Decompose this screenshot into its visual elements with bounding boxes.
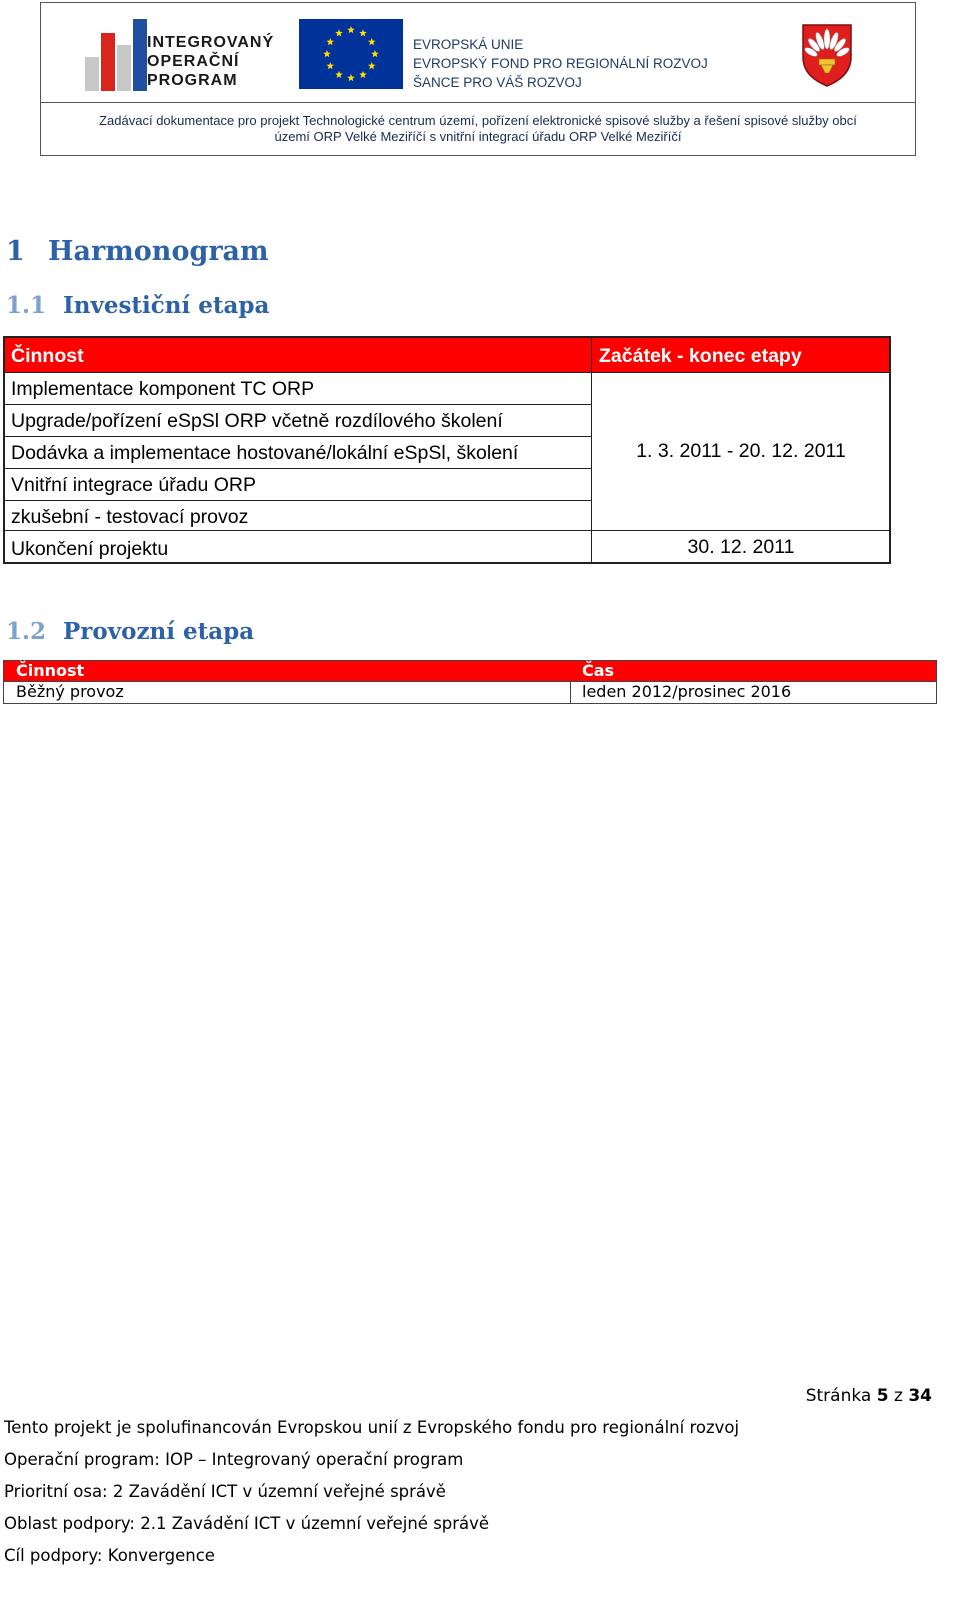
eu-star-icon [326, 38, 334, 45]
heading-harmonogram [6, 236, 269, 267]
investment-stage-table [3, 336, 891, 564]
column-header-zacatek-konec: Začátek - konec etapy [599, 345, 802, 367]
header-caption-line-1: Zadávací dokumentace pro projekt Technologické centrum území, pořízení elektronické spisové služby a řešení spisové služby obcí [99, 113, 857, 128]
eu-star-icon [335, 71, 343, 78]
column-header-cas: Čas [582, 661, 615, 680]
section-number: 1.2 [6, 618, 47, 645]
table-row-label: Běžný provoz [16, 682, 124, 701]
eu-star-icon [335, 29, 343, 36]
eu-star-icon [347, 26, 355, 33]
heading-number: 1 [6, 236, 25, 267]
footer-line: Tento projekt je spolufinancován Evropskou unií z Evropského fondu pro regionální rozvoj [4, 1418, 740, 1437]
end-date-value: 30. 12. 2011 [687, 536, 795, 558]
footer-line: Operační program: IOP – Integrovaný operační program [4, 1450, 464, 1469]
coat-of-arms-icon [801, 23, 853, 87]
heading-investicni-etapa [6, 292, 269, 319]
table-row: Upgrade/pořízení eSpSl ORP včetně rozdílového školení [11, 410, 503, 432]
table-header-row [4, 661, 936, 682]
page-header [40, 2, 916, 156]
column-header-cinnost: Činnost [11, 345, 84, 367]
footer-line: Prioritní osa: 2 Zavádění ICT v územní veřejné správě [4, 1482, 446, 1501]
section-number: 1.1 [6, 292, 47, 319]
page-number: Stránka 5 z 34 [805, 1386, 932, 1406]
eu-flag-icon [299, 19, 403, 89]
column-header-cinnost: Činnost [16, 661, 85, 680]
section-title: Provozní etapa [63, 618, 255, 645]
period-value: 1. 3. 2011 - 20. 12. 2011 [636, 440, 846, 462]
header-divider [41, 102, 915, 103]
header-logos [41, 3, 915, 102]
header-caption-line-2: území ORP Velké Meziříčí s vnitřní integrací úřadu ORP Velké Meziříčí [274, 128, 682, 144]
eu-star-icon [326, 62, 334, 69]
operating-stage-table [3, 660, 937, 704]
section-title: Investiční etapa [63, 292, 270, 319]
table-row: zkušební - testovací provoz [11, 506, 249, 528]
header-caption [41, 113, 915, 144]
footer-line: Oblast podpory: 2.1 Zavádění ICT v územní veřejné správě [4, 1514, 490, 1533]
heading-provozni-etapa [6, 618, 254, 645]
table-row: Implementace komponent TC ORP [11, 378, 315, 400]
iop-logo-text: INTEGROVANÝ OPERAČNÍ PROGRAM [147, 34, 275, 89]
eu-star-icon [371, 50, 379, 57]
table-row-end-label: Ukončení projektu [11, 538, 169, 560]
footer-line: Cíl podpory: Konvergence [4, 1546, 215, 1565]
table-row: Dodávka a implementace hostované/lokální eSpSl, školení [11, 442, 519, 464]
table-row-value: leden 2012/prosinec 2016 [582, 682, 792, 701]
eu-star-icon [359, 29, 367, 36]
eu-star-icon [368, 38, 376, 45]
eu-star-icon [359, 71, 367, 78]
eu-logo-text: EVROPSKÁ UNIE EVROPSKÝ FOND PRO REGIONÁLNÍ ROZVOJ ŠANCE PRO VÁŠ ROZVOJ [413, 37, 708, 90]
eu-star-icon [368, 62, 376, 69]
iop-logo [85, 17, 275, 91]
table-row: Vnitřní integrace úřadu ORP [11, 474, 256, 496]
eu-star-icon [323, 50, 331, 57]
eu-star-icon [347, 74, 355, 81]
heading-title: Harmonogram [48, 236, 269, 267]
